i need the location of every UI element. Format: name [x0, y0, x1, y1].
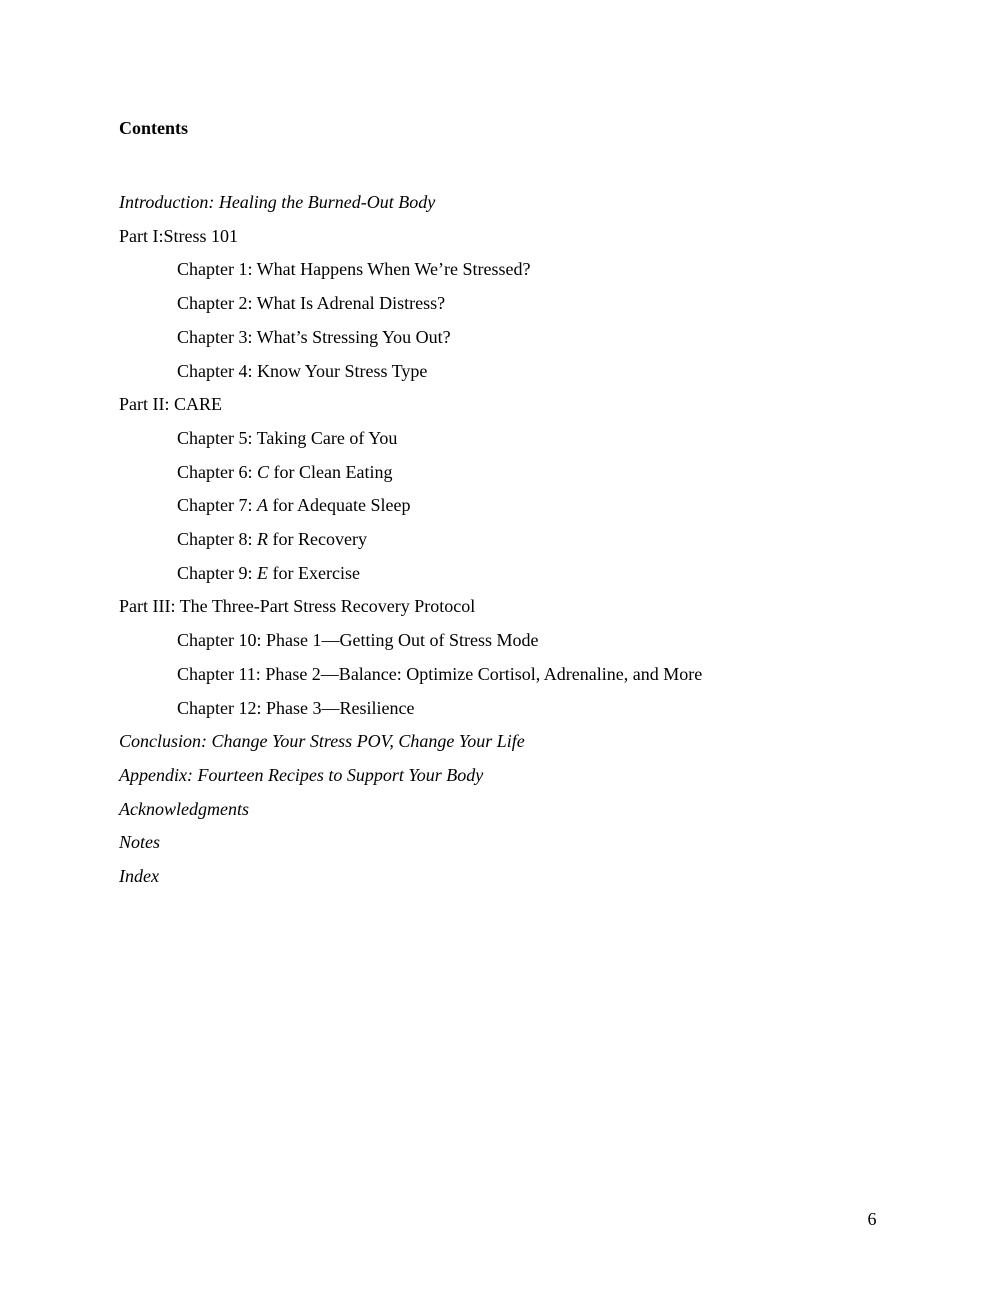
toc-entry-text: Part III: The Three-Part Stress Recovery Protocol — [119, 596, 476, 617]
page-number: 6 — [867, 1209, 877, 1229]
toc-entry — [119, 489, 919, 523]
toc-entry — [119, 826, 919, 860]
toc-entry-text: for Recovery — [267, 529, 367, 550]
toc-entry-text: Chapter 6: — [177, 461, 257, 482]
toc-entry-text: Index — [119, 866, 159, 887]
toc-entry-text: Conclusion: Change Your Stress POV, Change Your Life — [119, 731, 525, 752]
toc-entry-text: Chapter 1: What Happens When We’re Stressed? — [177, 259, 531, 280]
toc-entry-text: E — [256, 562, 268, 583]
toc-entry-text: Chapter 10: Phase 1—Getting Out of Stress Mode — [177, 630, 539, 651]
toc-entry-text: Introduction: Healing the Burned-Out Body — [119, 192, 436, 212]
toc-entry — [119, 388, 919, 422]
toc-entry — [119, 624, 919, 658]
toc-entry — [119, 793, 919, 827]
toc-entry-text: R — [256, 529, 268, 550]
toc-entry — [119, 355, 919, 389]
toc-entry-text: Chapter 2: What Is Adrenal Distress? — [177, 293, 446, 314]
toc-entry-text: Chapter 9: — [177, 562, 257, 583]
toc-entry — [119, 186, 919, 220]
toc-entry — [119, 287, 919, 321]
toc-entry-text: Chapter 8: — [177, 529, 257, 550]
toc-entry — [119, 220, 919, 254]
table-of-contents — [119, 186, 919, 894]
toc-entry — [119, 523, 919, 557]
toc-entry — [119, 321, 919, 355]
toc-entry — [119, 725, 919, 759]
toc-entry — [119, 658, 919, 692]
toc-entry-text: for Clean Eating — [269, 461, 393, 482]
toc-entry — [119, 759, 919, 793]
toc-entry — [119, 692, 919, 726]
toc-entry — [119, 860, 919, 894]
page-title: Contents — [119, 118, 189, 138]
toc-entry — [119, 557, 919, 591]
toc-entry-text: for Adequate Sleep — [267, 495, 411, 516]
toc-entry-text: Chapter 5: Taking Care of You — [177, 427, 398, 448]
toc-entry — [119, 456, 919, 490]
toc-entry-text: Part II: CARE — [119, 394, 222, 415]
toc-entry — [119, 253, 919, 287]
toc-entry-text: Chapter 11: Phase 2—Balance: Optimize Cortisol, Adrenaline, and More — [177, 663, 703, 684]
toc-entry-text: C — [256, 461, 269, 482]
toc-entry-text: A — [256, 495, 268, 516]
toc-entry-text: Acknowledgments — [119, 798, 249, 819]
toc-entry — [119, 422, 919, 456]
toc-entry-text: Chapter 4: Know Your Stress Type — [177, 360, 428, 381]
toc-entry-text: Chapter 7: — [177, 495, 257, 516]
toc-entry-text: Chapter 12: Phase 3—Resilience — [177, 697, 415, 718]
toc-entry-text: for Exercise — [267, 562, 360, 583]
toc-entry-text: Notes — [119, 832, 161, 853]
toc-entry — [119, 590, 919, 624]
toc-entry-text: Appendix: Fourteen Recipes to Support Your Body — [119, 764, 484, 785]
toc-entry-text: Chapter 3: What’s Stressing You Out? — [177, 326, 451, 347]
toc-entry-text: Part I:Stress 101 — [119, 225, 238, 246]
